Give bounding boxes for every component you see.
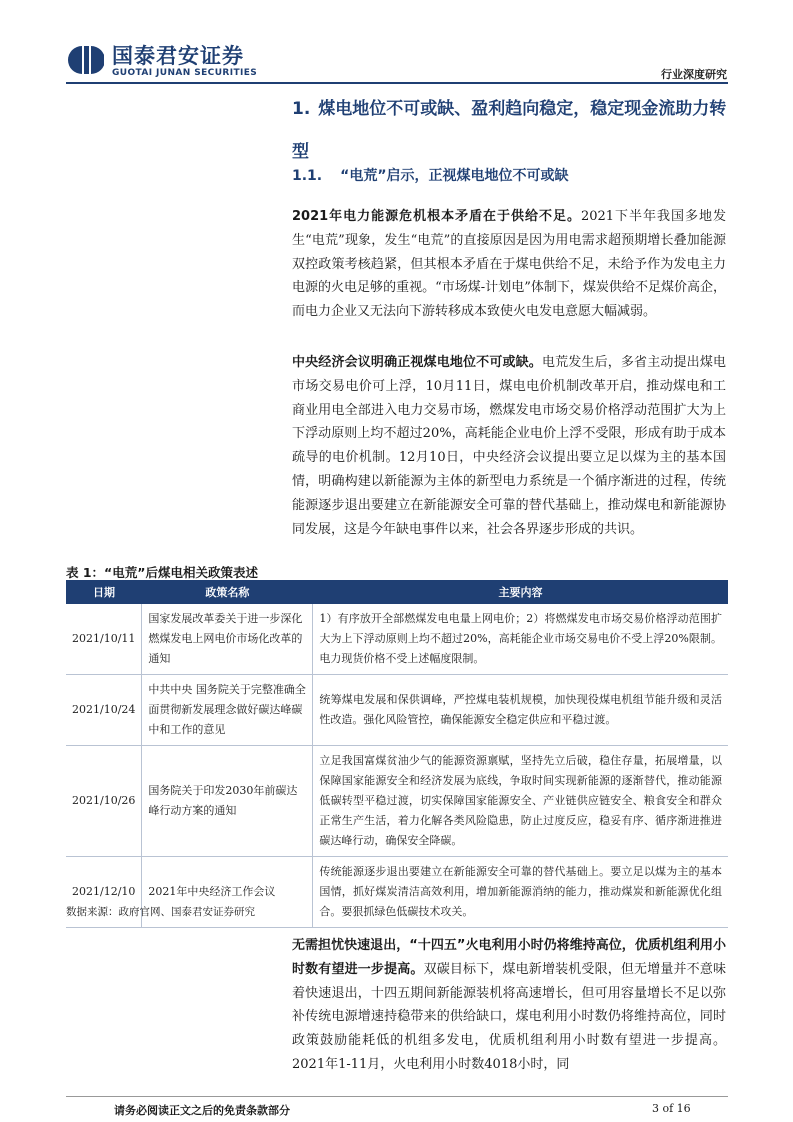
column-header-date: 日期 <box>66 581 142 604</box>
report-type-label: 行业深度研究 <box>661 68 727 81</box>
section-heading-1 <box>292 88 742 174</box>
cell-content: 1）有序放开全部燃煤发电电量上网电价；2）将燃煤发电市场交易价格浮动范围扩大为上下浮动原则上均不超过20%，高耗能企业市场交易电价不受上浮20%限制。电力现货价格不受上述幅度限制。 <box>313 604 728 675</box>
footer-divider <box>66 1096 728 1097</box>
logo-company-name-en: GUOTAI JUNAN SECURITIES <box>112 68 258 78</box>
page-header <box>0 0 793 90</box>
paragraph-lead: 无需担忧快速退出，“十四五”火电利用小时仍将维持高位，优质机组利用小时数有望进一步提高。 <box>292 938 726 977</box>
table-title: 表 1：“电荒”后煤电相关政策表述 <box>66 565 258 580</box>
cell-content: 传统能源逐步退出要建立在新能源安全可靠的替代基础上。要立足以煤为主的基本国情，抓好煤炭清洁高效利用，增加新能源消纳的能力，推动煤炭和新能源优化组合。要狠抓绿色低碳技术攻关。 <box>313 857 728 928</box>
paragraph-body: 电荒发生后，多省主动提出煤电市场交易电价可上浮，10月11日，煤电电价机制改革开启，推动煤电和工商业用电全部进入电力交易市场，燃煤发电市场交易价格浮动范围扩大为上下浮动原则上均不超过20%，高耗能企业电价上浮不受限，形成有助于成本疏导的电价机制。12月10日，中央经济会议提出要立足以煤为主的基本国情，明确构建以新能源为主体的新型电力系统是一个循序渐进的过程，传统能源逐步退出要建立在新能源安全可靠的替代基础上，推动煤电和新能源协同发展，这是今年缺电事件以来，社会各界逐步形成的共识。 <box>292 355 726 537</box>
cell-policy-name: 国务院关于印发2030年前碳达峰行动方案的通知 <box>142 746 313 857</box>
table-data-source: 数据来源：政府官网、国泰君安证券研究 <box>66 906 255 918</box>
paragraph-body: 2021下半年我国多地发生“电荒”现象，发生“电荒”的直接原因是因为用电需求超预期增长叠加能源双控政策考核趋紧，但其根本矛盾在于煤电供给不足，未给予作为发电主力电源的火电足够的重视。“市场煤-计划电”体制下，煤炭供给不足煤价高企，而电力企业又无法向下游转移成本致使火电发电意愿大幅减弱。 <box>292 209 726 320</box>
section-heading-1-number: 1. <box>292 99 311 119</box>
column-header-policy-name: 政策名称 <box>142 581 313 604</box>
section-heading-1-text: 煤电地位不可或缺、盈利趋向稳定，稳定现金流助力转型 <box>292 99 727 162</box>
table-row <box>66 604 728 675</box>
paragraph-lead: 2021年电力能源危机根本矛盾在于供给不足。 <box>292 209 581 224</box>
logo-company-name: 国泰君安证券 <box>112 44 244 68</box>
cell-content: 统筹煤电发展和保供调峰，严控煤电装机规模，加快现役煤电机组节能升级和灵活性改造。强化风险管控，确保能源安全稳定供应和平稳过渡。 <box>313 675 728 746</box>
cell-content: 立足我国富煤贫油少气的能源资源禀赋，坚持先立后破，稳住存量，拓展增量，以保障国家能源安全和经济发展为底线，争取时间实现新能源的逐渐替代，推动能源低碳转型平稳过渡，切实保障国家能源安全、产业链供应链安全、粮食安全和群众正常生产生活，着力化解各类风险隐患，防止过度反应，稳妥有序、循序渐进推进碳达峰行动，确保安全降碳。 <box>313 746 728 857</box>
column-header-content: 主要内容 <box>313 581 728 604</box>
section-heading-1-1 <box>292 165 732 187</box>
cell-date: 2021/10/11 <box>66 604 142 675</box>
paragraph-body: 双碳目标下，煤电新增装机受限，但无增量并不意味着快速退出，十四五期间新能源装机将高速增长，但可用容量增长不足以弥补传统电源增速持稳带来的供给缺口，煤电利用小时数仍将维持高位，同时政策鼓励能耗低的机组多发电，优质机组利用小时数有望进一步提高。2021年1-11月，火电利用小时数4018小时，同 <box>292 961 726 1072</box>
cell-policy-name: 国家发展改革委关于进一步深化燃煤发电上网电价市场化改革的通知 <box>142 604 313 675</box>
guotai-junan-logo-icon <box>66 44 104 76</box>
policy-table <box>66 580 728 928</box>
table-row <box>66 746 728 857</box>
table-header-row <box>66 581 728 604</box>
paragraph-lead: 中央经济会议明确正视煤电地位不可或缺。 <box>292 355 542 370</box>
paragraph-central-economic-meeting <box>292 351 726 541</box>
header-divider <box>66 82 728 84</box>
cell-date: 2021/10/24 <box>66 675 142 746</box>
section-heading-1-1-text: “电荒”启示，正视煤电地位不可或缺 <box>340 168 569 184</box>
cell-policy-name: 中共中央 国务院关于完整准确全面贯彻新发展理念做好碳达峰碳中和工作的意见 <box>142 675 313 746</box>
cell-date: 2021/10/26 <box>66 746 142 857</box>
page-number: 3 of 16 <box>652 1102 691 1115</box>
cell-date: 2021/12/10 <box>66 857 142 928</box>
paragraph-energy-crisis <box>292 205 726 324</box>
table-row <box>66 675 728 746</box>
cell-policy-name: 2021年中央经济工作会议 <box>142 857 313 928</box>
footer-disclaimer: 请务必阅读正文之后的免责条款部分 <box>114 1104 290 1117</box>
paragraph-utilization-hours <box>292 934 726 1077</box>
section-heading-1-1-number: 1.1. <box>292 168 323 184</box>
